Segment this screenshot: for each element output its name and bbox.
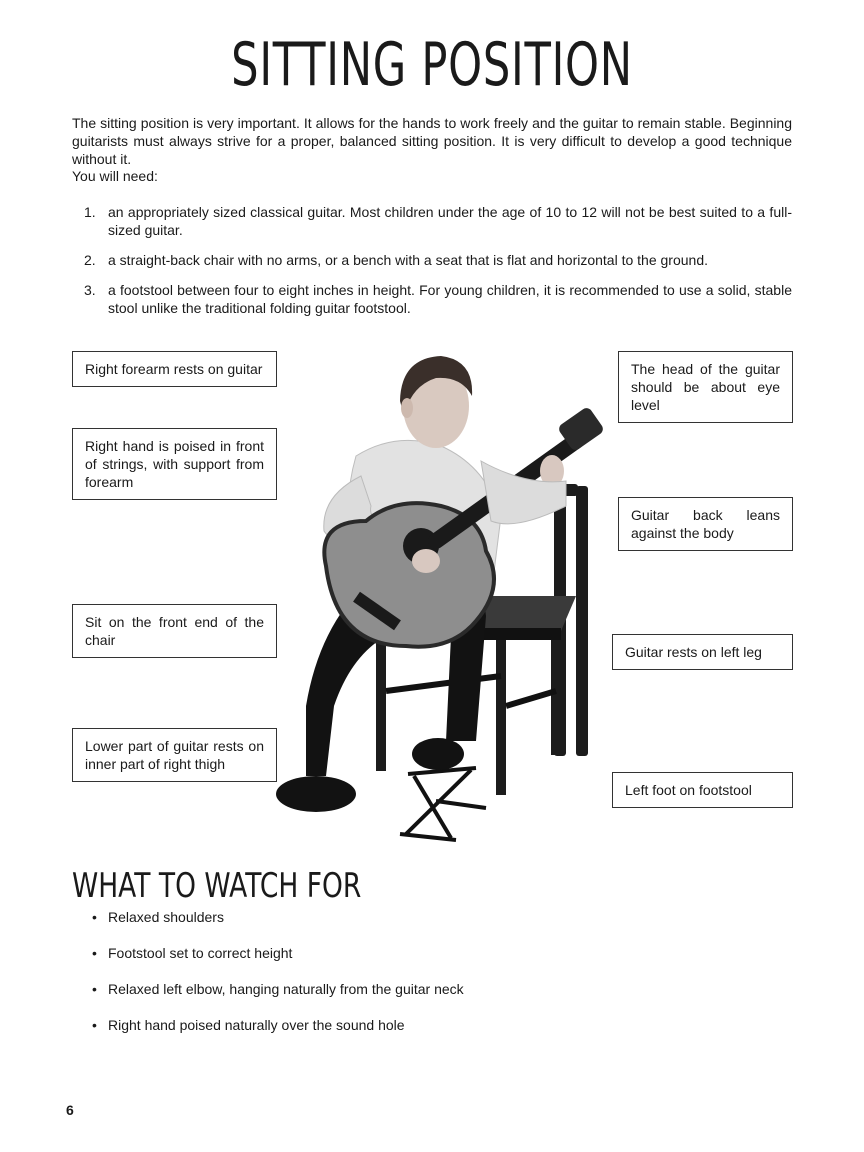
watch-list	[92, 908, 464, 1052]
list-item	[92, 944, 464, 962]
list-item	[72, 203, 792, 239]
callout-right-forearm: Right forearm rests on guitar	[72, 351, 277, 387]
requirements-list	[72, 203, 792, 329]
page-number: 6	[66, 1102, 74, 1118]
list-item	[72, 251, 792, 269]
list-item	[92, 908, 464, 926]
list-number: 3.	[84, 282, 96, 298]
callout-head-level: The head of the guitar should be about eye level	[618, 351, 793, 423]
list-item-text: an appropriately sized classical guitar. Most children under the age of 10 to 12 will not be best suited to a full-sized guitar.	[108, 204, 792, 238]
callout-right-hand: Right hand is poised in front of strings, with support from forearm	[72, 428, 277, 500]
intro-paragraph: The sitting position is very important. It allows for the hands to work freely and the guitar to remain stable. Beginning guitarists must always strive for a proper, balanced sitting position. It is very difficult to develop a good technique without it.	[72, 115, 792, 167]
list-item-text: Relaxed shoulders	[108, 909, 224, 925]
list-item-text: a straight-back chair with no arms, or a bench with a seat that is flat and horizontal to the ground.	[108, 252, 708, 268]
callout-back-leans: Guitar back leans against the body	[618, 497, 793, 551]
list-item	[72, 281, 792, 317]
guitar-player-photo	[276, 346, 612, 846]
list-item-text: Relaxed left elbow, hanging naturally from the guitar neck	[108, 981, 464, 997]
list-item-text: a footstool between four to eight inches in height. For young children, it is recommended to use a solid, stable stool unlike the traditional folding guitar footstool.	[108, 282, 792, 316]
callout-lower-part: Lower part of guitar rests on inner part of right thigh	[72, 728, 277, 782]
bullet: •	[92, 945, 97, 961]
you-will-need-label: You will need:	[72, 168, 158, 184]
bullet: •	[92, 909, 97, 925]
list-item	[92, 980, 464, 998]
list-item	[92, 1016, 464, 1034]
callout-sit-front: Sit on the front end of the chair	[72, 604, 277, 658]
page-title: SITTING POSITION	[231, 30, 633, 100]
right-hand	[412, 549, 440, 573]
bullet: •	[92, 981, 97, 997]
callout-left-leg: Guitar rests on left leg	[612, 634, 793, 670]
section-title: WHAT TO WATCH FOR	[72, 866, 362, 906]
list-number: 2.	[84, 252, 96, 268]
callout-left-foot: Left foot on footstool	[612, 772, 793, 808]
bullet: •	[92, 1017, 97, 1033]
list-item-text: Footstool set to correct height	[108, 945, 293, 961]
list-number: 1.	[84, 204, 96, 220]
footstool	[400, 768, 486, 840]
list-item-text: Right hand poised naturally over the sound hole	[108, 1017, 405, 1033]
